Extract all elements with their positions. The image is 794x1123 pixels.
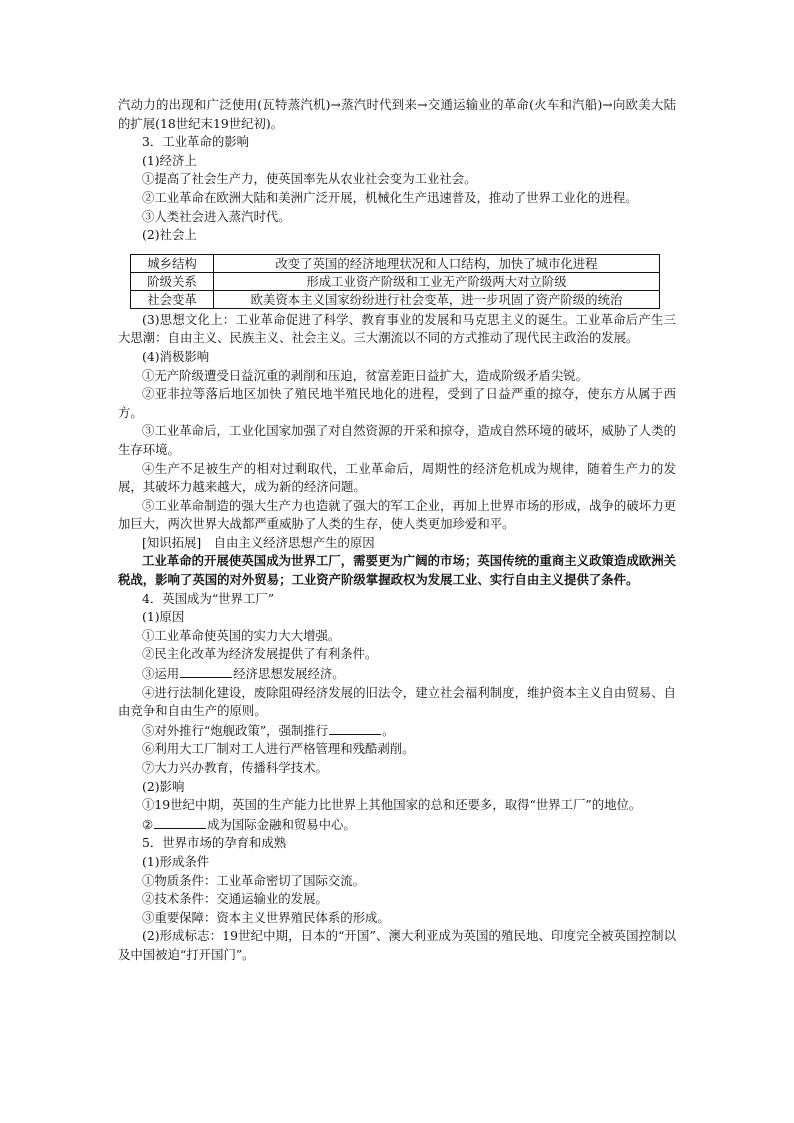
list-item — [118, 664, 676, 684]
fill-blank — [154, 815, 206, 829]
list-item: ⑤工业革命制造的强大生产力也造就了强大的军工企业，再加上世界市场的形成，战争的破坏力更加巨大，两次世界大战都严重威胁了人类的生存，使人类更加珍爱和平。 — [118, 497, 676, 532]
subsection-heading: (4)消极影响 — [142, 348, 210, 364]
subsection-heading: (2)社会上 — [142, 227, 197, 243]
subsection-heading: (1)经济上 — [142, 152, 197, 168]
text-fragment: 。 — [382, 722, 395, 738]
list-item — [118, 721, 676, 741]
list-item: ⑦大力兴办教育，传播科学技术。 — [142, 760, 328, 775]
table-cell-label: 社会变革 — [131, 290, 214, 308]
table-cell-content: 改变了英国的经济地理状况和人口结构，加快了城市化进程 — [214, 254, 660, 272]
knowledge-extension-body: 工业革命的开展使英国成为世界工厂，需要更为广阔的市场；英国传统的重商主义政策造成欧洲关税战，影响了英国的对外贸易；工业资产阶级掌握政权为发展工业、实行自由主义提供了条件。 — [118, 553, 676, 588]
table-cell-label: 城乡结构 — [131, 254, 214, 272]
list-item: ①19世纪中期，英国的生产能力比世界上其他国家的总和还要多，取得“世界工厂”的地位。 — [142, 797, 642, 813]
text-paragraph: 汽动力的出现和广泛使用(瓦特蒸汽机)→蒸汽时代到来→交通运输业的革命(火车和汽船)→向欧美大陆的扩展(18世纪末19世纪初)。 — [118, 97, 676, 131]
list-item — [118, 815, 676, 835]
list-item: ①提高了社会生产力，使英国率先从农业社会变为工业社会。 — [142, 171, 477, 187]
list-item: ②技术条件：交通运输业的发展。 — [142, 891, 328, 907]
subsection-heading: (1)原因 — [142, 609, 185, 625]
table-cell-content: 欧美资本主义国家纷纷进行社会变革，进一步巩固了资产阶级的统治 — [214, 290, 660, 308]
table-cell-content: 形成工业资产阶级和工业无产阶级两大对立阶级 — [214, 272, 660, 290]
list-item: ③人类社会进入蒸汽时代。 — [142, 208, 291, 224]
table-row — [131, 272, 660, 290]
table-cell-label: 阶级关系 — [131, 272, 214, 290]
list-item: ①工业革命使英国的实力大大增强。 — [142, 627, 341, 643]
text-paragraph: (2)形成标志：19世纪中期，日本的“开国”、澳大利亚成为英国的殖民地、印度完全被英国控制以及中国被迫“打开国门”。 — [118, 928, 676, 962]
list-item: ④进行法制化建设，废除阻碍经济发展的旧法令，建立社会福利制度，维护资本主义自由贸易、自由竞争和自由生产的原则。 — [118, 684, 676, 719]
list-item: ③重要保障：资本主义世界殖民体系的形成。 — [142, 909, 390, 925]
list-item: ④生产不足被生产的相对过剩取代，工业革命后，周期性的经济危机成为规律，随着生产力的发展，其破坏力越来越大，成为新的经济问题。 — [118, 460, 676, 495]
text-fragment: 成为国际金融和贸易中心。 — [207, 816, 356, 832]
subsection-heading: (1)形成条件 — [142, 853, 210, 869]
document-page — [118, 96, 676, 965]
knowledge-extension-heading: [知识拓展] 自由主义经济思想产生的原因 — [142, 534, 375, 550]
text-fragment: ② — [142, 816, 154, 832]
fill-blank — [180, 664, 232, 678]
list-item: ①无产阶级遭受日益沉重的剥削和压迫，贫富差距日益扩大，造成阶级矛盾尖锐。 — [142, 367, 589, 383]
table-row — [131, 290, 660, 308]
social-impact-table — [130, 254, 660, 309]
list-item: ①物质条件：工业革命密切了国际交流。 — [142, 872, 366, 888]
list-item: ②亚非拉等落后地区加快了殖民地半殖民地化的进程，受到了日益严重的掠夺，使东方从属于西方。 — [118, 386, 676, 420]
fill-blank — [329, 721, 381, 735]
text-fragment: ③运用 — [142, 666, 180, 682]
section-heading: 4．英国成为“世界工厂” — [142, 590, 275, 606]
list-item: ②民主化改革为经济发展提供了有利条件。 — [142, 646, 378, 662]
table-row — [131, 254, 660, 272]
subsection-heading: (2)影响 — [142, 778, 185, 794]
section-heading: 5．世界市场的孕育和成熟 — [142, 835, 287, 851]
section-heading: 3．工业革命的影响 — [142, 134, 250, 150]
list-item: ③工业革命后，工业化国家加强了对自然资源的开采和掠夺，造成自然环境的破坏，威胁了人类的生存环境。 — [118, 423, 676, 457]
text-paragraph: (3)思想文化上：工业革命促进了科学、教育事业的发展和马克思主义的诞生。工业革命后产生三大思潮：自由主义、民族主义、社会主义。三大潮流以不同的方式推动了现代民主政治的发展。 — [118, 311, 676, 346]
text-fragment: ⑤对外推行“炮舰政策”，强制推行 — [142, 722, 329, 738]
list-item: ⑥利用大工厂制对工人进行严格管理和残酷剥削。 — [142, 741, 415, 757]
list-item: ②工业革命在欧洲大陆和美洲广泛开展，机械化生产迅速普及，推动了世界工业化的进程。 — [142, 189, 638, 205]
text-fragment: 经济思想发展经济。 — [233, 666, 345, 682]
